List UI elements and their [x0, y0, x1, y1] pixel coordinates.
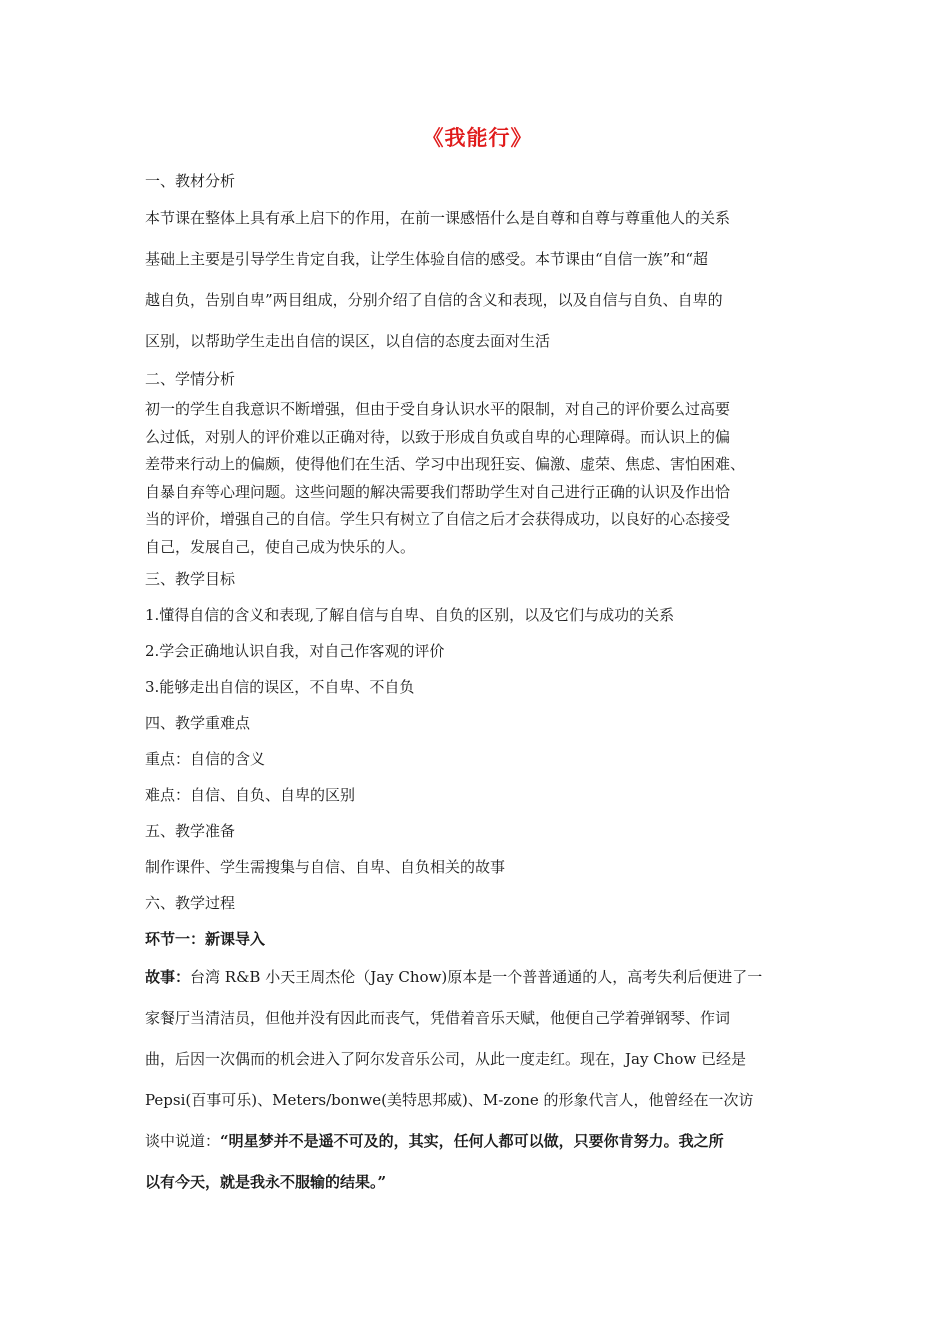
paragraph-textbook-analysis	[145, 198, 810, 362]
paragraph-line: 差带来行动上的偏颇，使得他们在生活、学习中出现狂妄、偏激、虚荣、焦虑、害怕困难、	[145, 455, 746, 473]
story-label: 故事：	[145, 968, 191, 986]
paragraph-line: 本节课在整体上具有承上启下的作用，在前一课感悟什么是自尊和自尊与尊重他人的关系	[145, 209, 731, 227]
goal-item: 2.学会正确地认识自我，对自己作客观的评价	[145, 642, 445, 660]
paragraph-line: 基础上主要是引导学生肯定自我，让学生体验自信的感受。本节课由“自信一族”和“超	[145, 250, 709, 268]
paragraph-line: 曲，后因一次偶而的机会进入了阿尔发音乐公司，从此一度走红。现在，Jay Chow 已经是	[145, 1050, 746, 1068]
section-heading-teaching-process: 六、教学过程	[145, 894, 236, 912]
quote-prefix: 谈中说道：	[145, 1132, 221, 1150]
step-heading-new-lesson-intro: 环节一：新课导入	[145, 930, 266, 948]
section-heading-textbook-analysis: 一、教材分析	[145, 172, 236, 190]
paragraph-line: 初一的学生自我意识不断增强，但由于受自身认识水平的限制，对自己的评价要么过高要	[145, 400, 731, 418]
goal-item: 1.懂得自信的含义和表现,了解自信与自卑、自负的区别，以及它们与成功的关系	[145, 606, 675, 624]
difficult-point-item: 难点：自信、自负、自卑的区别	[145, 786, 356, 804]
document-page	[145, 118, 810, 1203]
story-paragraph	[145, 957, 810, 1203]
paragraph-line	[145, 1121, 810, 1162]
paragraph-line: 么过低，对别人的评价难以正确对待，以致于形成自负或自卑的心理障碍。而认识上的偏	[145, 427, 731, 446]
document-title: 《我能行》	[422, 125, 533, 150]
goal-item: 3.能够走出自信的误区，不自卑、不自负	[145, 678, 415, 696]
paragraph-line: 当的评价，增强自己的自信。学生只有树立了自信之后才会获得成功，以良好的心态接受	[145, 510, 731, 528]
paragraph-line	[145, 957, 810, 998]
paragraph-line: 区别，以帮助学生走出自信的误区，以自信的态度去面对生活	[145, 332, 551, 350]
paragraph-line: 自暴自弃等心理问题。这些问题的解决需要我们帮助学生对自己进行正确的认识及作出恰	[145, 482, 731, 501]
story-text: 台湾 R&B 小天王周杰伦（Jay Chow)原本是一个普普通通的人，高考失利后便进了一	[190, 968, 763, 986]
paragraph-student-analysis	[145, 396, 810, 561]
paragraph-line: 家餐厅当清洁员，但他并没有因此而丧气，凭借着音乐天赋，他便自己学着弹钢琴、作词	[145, 1009, 731, 1027]
paragraph-line: 自己，发展自己，使自己成为快乐的人。	[145, 537, 416, 556]
quote-text: “明星梦并不是遥不可及的，其实，任何人都可以做，只要你肯努力。我之所	[220, 1132, 724, 1150]
quote-text-end: 以有今天，就是我永不服输的结果。”	[145, 1173, 387, 1191]
paragraph-line: Pepsi(百事可乐)、Meters/bonwe(美特思邦威)、M-zone 的形象代言人，他曾经在一次访	[145, 1091, 754, 1109]
preparation-item: 制作课件、学生需搜集与自信、自卑、自负相关的故事	[145, 858, 506, 876]
section-heading-key-points: 四、教学重难点	[145, 714, 251, 732]
key-point-item: 重点：自信的含义	[145, 750, 266, 768]
section-heading-student-analysis: 二、学情分析	[145, 370, 236, 388]
section-heading-preparation: 五、教学准备	[145, 822, 236, 840]
paragraph-line: 越自负，告别自卑”两目组成，分别介绍了自信的含义和表现，以及自信与自负、自卑的	[145, 291, 723, 309]
section-heading-teaching-goals: 三、教学目标	[145, 570, 236, 588]
